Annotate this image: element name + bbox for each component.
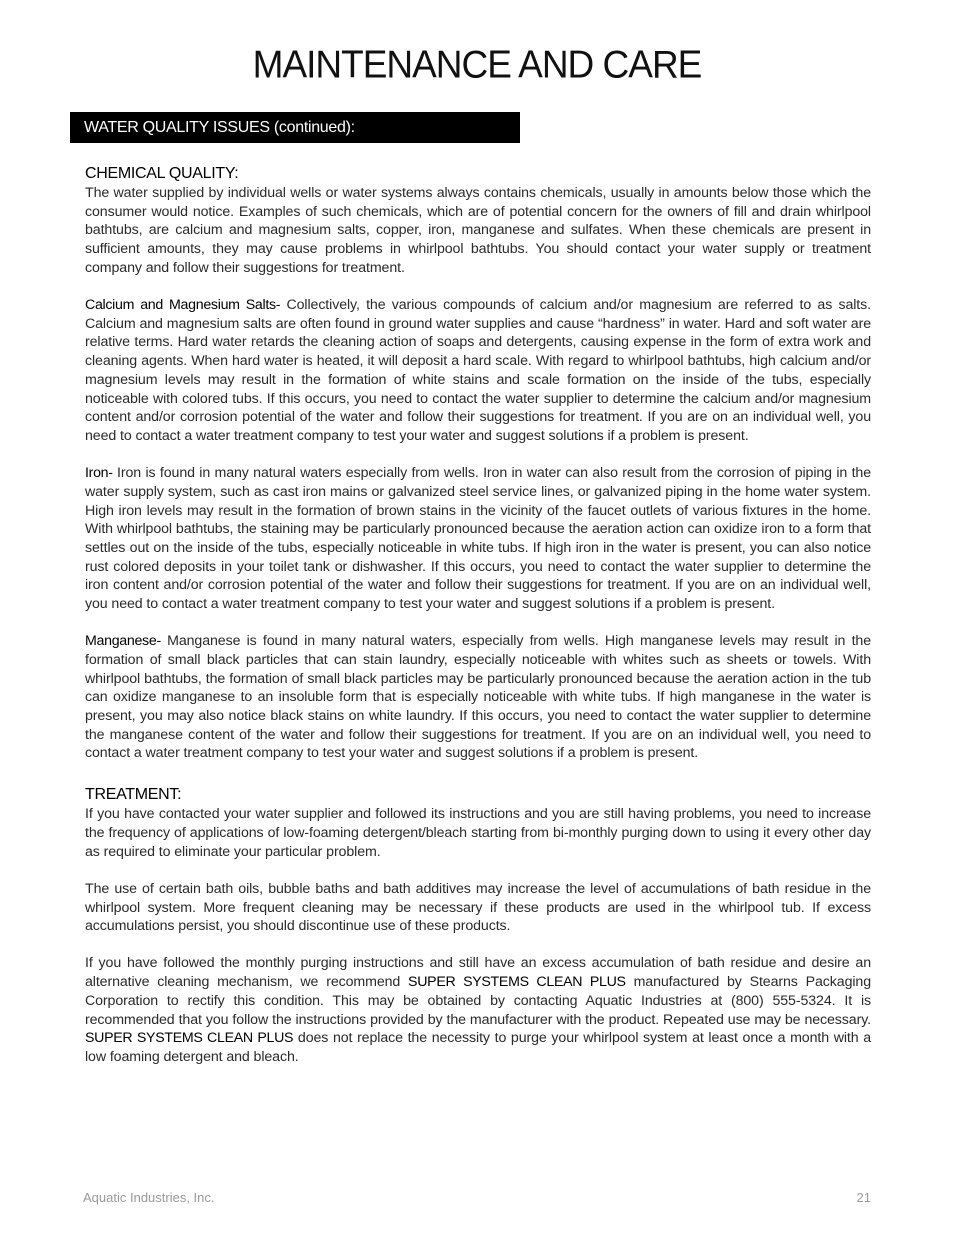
treatment-heading: TREATMENT: — [85, 786, 182, 804]
treatment-paragraph-3 — [85, 954, 871, 1066]
treatment-paragraph-1: If you have contacted your water supplier and followed its instructions and you are still having problems, you need to increase the frequency of applications of low-foaming detergent/bleach starting from bi-monthly purging down to using it every other day as required to eliminate your particular problem. — [85, 806, 871, 860]
page-number: 21 — [856, 1190, 871, 1205]
main-content — [85, 158, 871, 1085]
iron-text: Iron is found in many natural waters especially from wells. Iron in water can also result from the corrosion of piping in the water supply system, such as cast iron mains or galvanized steel service lines, or galvanized piping in the home water system. High iron levels may result in the formation of brown stains in the vicinity of the faucet outlets of various fixtures in the home. With whirlpool bathtubs, the staining may be particularly pronounced because the aeration action can oxidize iron to a form that settles out on the inside of the tubs, especially noticeable in white tubs. If high iron in the water is present, you can also notice rust colored deposits in your toilet tank or dishwasher. If this occurs, you need to contact the water supplier to determine the iron content and/or corrosion potential of the water and follow their suggestions for treatment. If you are on an individual well, you need to contact a water treatment company to test your water and suggest solutions if a problem is present. — [85, 465, 871, 613]
treatment-paragraph-2: The use of certain bath oils, bubble baths and bath additives may increase the level of accumulations of bath residue in the whirlpool system. More frequent cleaning may be necessary if these products are used in the whirlpool tub. If excess accumulations persist, you should discontinue use of these products. — [85, 880, 871, 935]
product-name: SUPER SYSTEMS CLEAN PLUS — [408, 974, 626, 991]
treatment-p3-part-b: manufactured by Stearns Packaging Corporation to rectify this condition. This may be obtained by contacting Aquatic Industries at (800) 555-5324. It is recommended that you follow the instructions provided by the manufacturer with the product. Repeated use may be necessary. — [85, 974, 871, 1028]
chemical-intro-paragraph: The water supplied by individual wells or water systems always contains chemicals, usually in amounts below those which the consumer would notice. Examples of such chemicals, which are of potential concern for the owners of fill and drain whirlpool bathtubs, are calcium and magnesium salts, copper, iron, manganese and sulfates. When these chemicals are present in sufficient amounts, they may cause problems in whirlpool bathtubs. You should contact your water supply or treatment company and follow their suggestions for treatment. — [85, 185, 871, 276]
iron-paragraph — [85, 464, 871, 614]
calcium-paragraph — [85, 296, 871, 446]
treatment-p3-part-a: If you have followed the monthly purging instructions and still have an excess accumulation of bath residue and desire an alternative cleaning mechanism, we recommend — [85, 955, 871, 991]
manganese-paragraph — [85, 632, 871, 763]
product-name: SUPER SYSTEMS CLEAN PLUS — [85, 1030, 294, 1047]
treatment-p3-part-c: does not replace the necessity to purge your whirlpool system at least once a month with a low foaming detergent and bleach. — [85, 1030, 871, 1065]
footer-company: Aquatic Industries, Inc. — [83, 1190, 215, 1205]
calcium-text: Collectively, the various compounds of calcium and/or magnesium are referred to as salts. Calcium and magnesium salts are often found in ground water supplies and cause “hardness” in water. Hard and soft water are relative terms. Hard water retards the cleaning action of soaps and detergents, causing expense in the form of extra work and cleaning agents. When hard water is heated, it will deposit a hard scale. With regard to whirlpool bathtubs, high calcium and/or magnesium levels may result in the formation of white stains and scale formation on the inside of the tubs, especially noticeable with colored tubs. If this occurs, you need to contact the water supplier to determine the calcium and/or magnesium content and/or corrosion potential of the water and follow their suggestions for treatment. If you are on an individual well, you need to contact a water treatment company to test your water and suggest solutions if a problem is present. — [85, 297, 871, 444]
chemical-quality-heading: CHEMICAL QUALITY: — [85, 165, 239, 182]
section-header-bar: WATER QUALITY ISSUES (continued): — [70, 112, 520, 143]
manganese-label: Manganese- — [85, 633, 161, 650]
iron-label: Iron- — [85, 465, 113, 482]
manganese-text: Manganese is found in many natural waters, especially from wells. High manganese levels may result in the formation of small black particles that can stain laundry, especially noticeable with whites such as sheets or towels. With whirlpool bathtubs, the formation of small black particles may be particularly pronounced because the aeration action in the tub can oxidize manganese to an insoluble form that is especially noticeable with white tubs. If high manganese in the water is present, you may also notice black stains on white laundry. If this occurs, you need to contact the water supplier to determine the manganese content of the water and follow their suggestions for treatment. If you are on an individual well, you need to contact a water treatment company to test your water and suggest solutions if a problem is present. — [85, 633, 871, 762]
page-title: MAINTENANCE AND CARE — [252, 42, 702, 86]
calcium-label: Calcium and Magnesium Salts- — [85, 297, 281, 314]
